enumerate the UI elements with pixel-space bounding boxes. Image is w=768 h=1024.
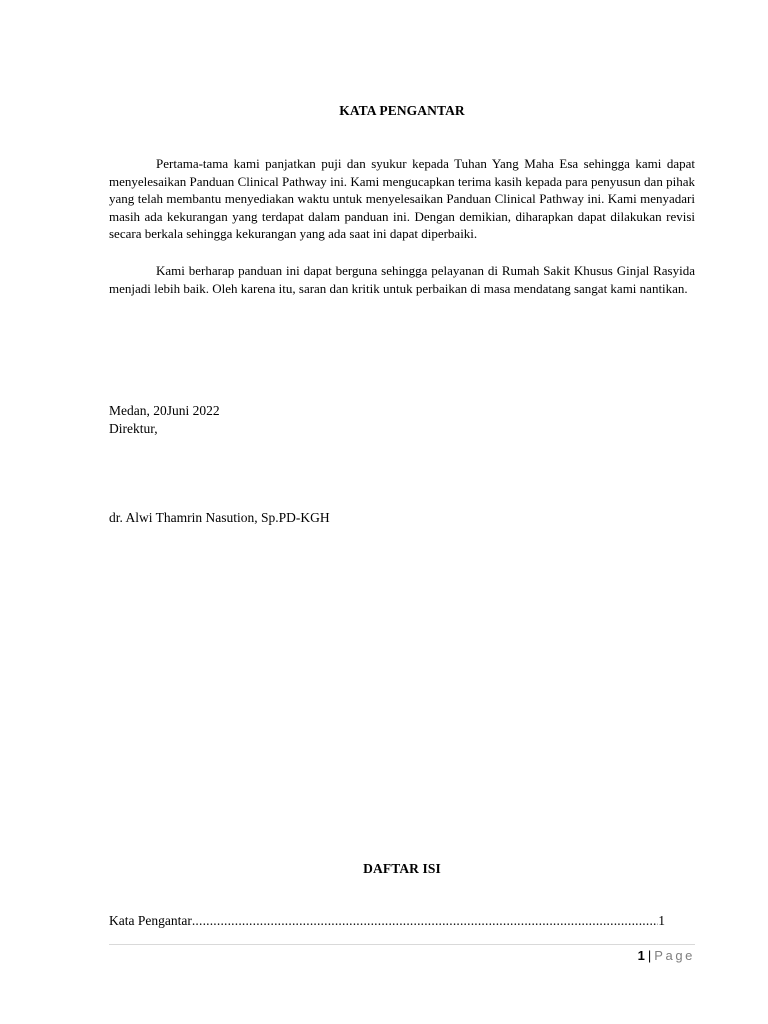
paragraph-2-text: Kami berharap panduan ini dapat berguna sehingga pelayanan di Rumah Sakit Khusus Ginjal Rasyida menjadi lebih baik. Oleh karena itu, saran dan kritik untuk perbaikan di masa mendatang sangat kami nantikan.: [109, 263, 695, 296]
toc-entry-label: Kata Pengantar: [109, 913, 192, 928]
toc-entry-page: 1: [658, 913, 665, 928]
signature-name: dr. Alwi Thamrin Nasution, Sp.PD-KGH: [109, 510, 330, 525]
signature-role: Direktur,: [109, 421, 158, 436]
signature-place-date: Medan, 20Juni 2022: [109, 403, 220, 418]
paragraph-1: [109, 155, 695, 243]
page-separator: |: [647, 948, 652, 963]
page-footer: [638, 948, 695, 963]
paragraph-1-text: Pertama-tama kami panjatkan puji dan syukur kepada Tuhan Yang Maha Esa sehingga kami dapat menyelesaikan Panduan Clinical Pathway ini. Kami mengucapkan terima kasih kepada para penyusun dan pihak yang telah membantu menyediakan waktu untuk menyelesaikan Panduan Clinical Pathway ini. Kami menyadari masih ada kekurangan yang terdapat dalam panduan ini. Dengan demikian, diharapkan dapat dilakukan revisi secara berkala sehingga kekurangan yang ada saat ini dapat diperbaiki.: [109, 156, 695, 242]
footer-divider: [109, 944, 695, 945]
toc-entry[interactable]: [109, 913, 665, 929]
page-number: 1: [637, 948, 645, 963]
page-word: Page: [654, 948, 695, 963]
section-title-daftar-isi: DAFTAR ISI: [363, 861, 441, 876]
section-title-kata-pengantar: KATA PENGANTAR: [339, 103, 465, 118]
toc-leader-dots: [192, 913, 658, 929]
paragraph-2: [109, 262, 695, 297]
